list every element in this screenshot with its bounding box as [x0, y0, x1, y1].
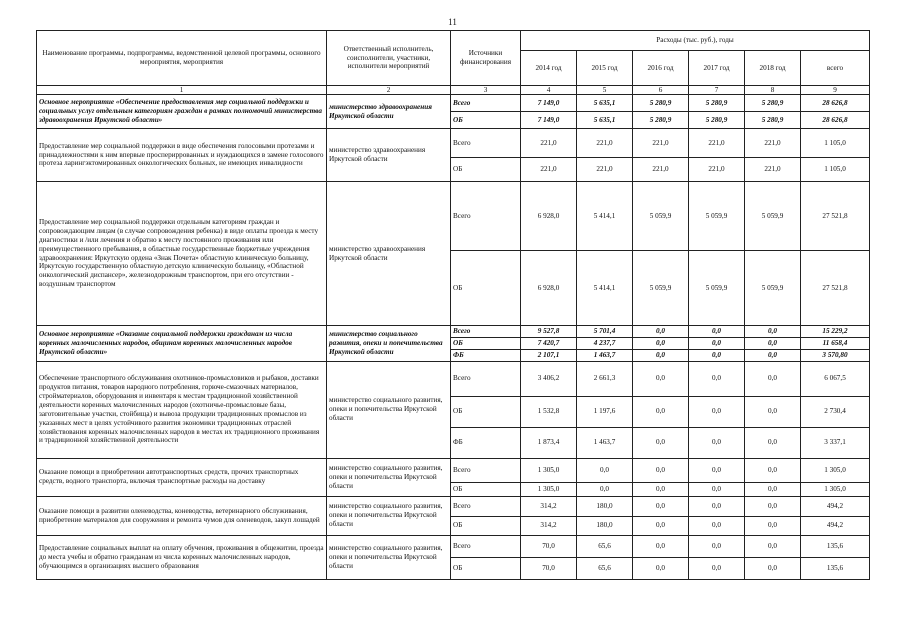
- activity-row: [37, 129, 870, 158]
- total-value: 11 658,4: [801, 337, 870, 349]
- year-value: 0,0: [689, 557, 745, 579]
- year-value: 0,0: [689, 458, 745, 482]
- year-value: 221,0: [745, 129, 801, 158]
- year-value: 314,2: [521, 516, 577, 535]
- year-value: 221,0: [521, 129, 577, 158]
- total-value: 494,2: [801, 516, 870, 535]
- column-number: 8: [745, 86, 801, 95]
- year-value: 65,6: [577, 557, 633, 579]
- year-value: 314,2: [521, 496, 577, 516]
- header-expenses: Расходы (тыс. руб.), годы: [521, 31, 870, 51]
- total-value: 3 337,1: [801, 427, 870, 458]
- header-year: 2016 год: [633, 51, 689, 86]
- year-value: 5 635,1: [577, 112, 633, 129]
- year-value: 1 532,8: [521, 396, 577, 427]
- year-value: 0,0: [633, 535, 689, 557]
- year-value: 1 305,0: [521, 458, 577, 482]
- header-name: Наименование программы, подпрограммы, ведомственной целевой программы, основного мероприятия, мероприятия: [37, 31, 327, 86]
- year-value: 3 406,2: [521, 361, 577, 396]
- total-value: 15 229,2: [801, 326, 870, 338]
- column-number: 3: [451, 86, 521, 95]
- year-value: 1 873,4: [521, 427, 577, 458]
- year-value: 4 237,7: [577, 337, 633, 349]
- year-value: 5 701,4: [577, 326, 633, 338]
- main-activity-row: [37, 95, 870, 112]
- year-value: 5 635,1: [577, 95, 633, 112]
- responsible-executor: министерство здравоохранения Иркутской области: [327, 95, 451, 129]
- expenses-table: [36, 30, 870, 580]
- year-value: 1 463,7: [577, 349, 633, 361]
- responsible-executor: министерство социального развития, опеки и попечительства Иркутской области: [327, 535, 451, 579]
- year-value: 221,0: [577, 158, 633, 182]
- funding-source: Всего: [451, 496, 521, 516]
- year-value: 5 059,9: [689, 182, 745, 251]
- year-value: 0,0: [633, 396, 689, 427]
- year-value: 0,0: [689, 396, 745, 427]
- total-value: 2 730,4: [801, 396, 870, 427]
- year-value: 5 059,9: [745, 251, 801, 326]
- activity-row: [37, 496, 870, 516]
- year-value: 70,0: [521, 535, 577, 557]
- year-value: 180,0: [577, 496, 633, 516]
- table-body: [37, 95, 870, 580]
- total-value: 1 105,0: [801, 158, 870, 182]
- responsible-executor: министерство социального развития, опеки и попечительства Иркутской области: [327, 458, 451, 496]
- year-value: 1 197,6: [577, 396, 633, 427]
- year-value: 5 059,9: [633, 182, 689, 251]
- year-value: 221,0: [633, 158, 689, 182]
- activity-name: Оказание помощи в приобретении автотранспортных средств, прочих транспортных средств, водного транспорта, включая транспортные расходы на доставку: [37, 458, 327, 496]
- year-value: 1 463,7: [577, 427, 633, 458]
- funding-source: ОБ: [451, 251, 521, 326]
- column-numbers-row: [37, 86, 870, 95]
- column-number: 9: [801, 86, 870, 95]
- year-value: 0,0: [633, 337, 689, 349]
- total-value: 1 305,0: [801, 482, 870, 496]
- column-number: 5: [577, 86, 633, 95]
- responsible-executor: министерство социального развития, опеки и попечительства Иркутской области: [327, 496, 451, 535]
- funding-source: Всего: [451, 182, 521, 251]
- year-value: 7 420,7: [521, 337, 577, 349]
- activity-row: [37, 458, 870, 482]
- header-source: Источники финансирования: [451, 31, 521, 86]
- year-value: 0,0: [745, 482, 801, 496]
- year-value: 0,0: [745, 326, 801, 338]
- year-value: 0,0: [633, 458, 689, 482]
- activity-name: Предоставление мер социальной поддержки в виде обеспечения голосовыми протезами и принадлежностями к ним впервые проспериррованных и нуждающихся в замене голосового протеза ларингэктомированных онкологических больных, не имеющих инвалидности: [37, 129, 327, 182]
- activity-name: Оказание помощи в развитии оленеводства, коневодства, ветеринарного обслуживания, приобретение материалов для сооружения и ремонта чумов для оленеводов, закуп лошадей: [37, 496, 327, 535]
- responsible-executor: министерство здравоохранения Иркутской области: [327, 182, 451, 326]
- funding-source: ОБ: [451, 158, 521, 182]
- year-value: 5 280,9: [745, 95, 801, 112]
- year-value: 0,0: [689, 427, 745, 458]
- year-value: 0,0: [577, 458, 633, 482]
- total-value: 1 305,0: [801, 458, 870, 482]
- year-value: 7 149,0: [521, 112, 577, 129]
- year-value: 1 305,0: [521, 482, 577, 496]
- year-value: 0,0: [633, 516, 689, 535]
- year-value: 65,6: [577, 535, 633, 557]
- year-value: 5 414,1: [577, 251, 633, 326]
- year-value: 6 928,0: [521, 251, 577, 326]
- total-value: 27 521,8: [801, 182, 870, 251]
- funding-source: Всего: [451, 535, 521, 557]
- total-value: 135,6: [801, 535, 870, 557]
- total-value: 27 521,8: [801, 251, 870, 326]
- year-value: 221,0: [689, 158, 745, 182]
- year-value: 0,0: [689, 326, 745, 338]
- activity-row: [37, 361, 870, 396]
- year-value: 0,0: [745, 396, 801, 427]
- year-value: 0,0: [633, 361, 689, 396]
- year-value: 5 280,9: [689, 112, 745, 129]
- year-value: 0,0: [633, 496, 689, 516]
- funding-source: ОБ: [451, 337, 521, 349]
- year-value: 221,0: [577, 129, 633, 158]
- year-value: 0,0: [689, 535, 745, 557]
- funding-source: ОБ: [451, 396, 521, 427]
- year-value: 0,0: [689, 482, 745, 496]
- year-value: 221,0: [521, 158, 577, 182]
- year-value: 70,0: [521, 557, 577, 579]
- main-activity-row: [37, 326, 870, 338]
- funding-source: ФБ: [451, 349, 521, 361]
- responsible-executor: министерство здравоохранения Иркутской области: [327, 129, 451, 182]
- column-number: 4: [521, 86, 577, 95]
- year-value: 6 928,0: [521, 182, 577, 251]
- year-value: 2 107,1: [521, 349, 577, 361]
- year-value: 0,0: [745, 458, 801, 482]
- year-value: 0,0: [633, 427, 689, 458]
- total-value: 3 570,80: [801, 349, 870, 361]
- funding-source: ОБ: [451, 557, 521, 579]
- year-value: 0,0: [689, 337, 745, 349]
- funding-source: Всего: [451, 129, 521, 158]
- header-year: 2015 год: [577, 51, 633, 86]
- year-value: 0,0: [633, 349, 689, 361]
- year-value: 180,0: [577, 516, 633, 535]
- year-value: 221,0: [633, 129, 689, 158]
- activity-row: [37, 182, 870, 251]
- funding-source: Всего: [451, 458, 521, 482]
- year-value: 0,0: [745, 557, 801, 579]
- funding-source: Всего: [451, 95, 521, 112]
- funding-source: Всего: [451, 361, 521, 396]
- funding-source: ОБ: [451, 516, 521, 535]
- activity-name: Предоставление социальных выплат на оплату обучения, проживания в общежитии, проезда до места учебы и обратно гражданам из числа коренных малочисленных народов, обучающимся в организациях высшего образования: [37, 535, 327, 579]
- header-year: 2018 год: [745, 51, 801, 86]
- year-value: 0,0: [689, 361, 745, 396]
- year-value: 0,0: [577, 482, 633, 496]
- year-value: 7 149,0: [521, 95, 577, 112]
- activity-name: Основное мероприятие «Обеспечение предоставления мер социальной поддержки и социальных услуг отдельным категориям граждан в рамках полномочий министерства здравоохранения Иркутской области»: [37, 95, 327, 129]
- responsible-executor: министерство социального развития, опеки и попечительства Иркутской области: [327, 326, 451, 362]
- year-value: 5 059,9: [689, 251, 745, 326]
- year-value: 221,0: [745, 158, 801, 182]
- year-value: 5 280,9: [745, 112, 801, 129]
- column-number: 6: [633, 86, 689, 95]
- activity-name: Предоставление мер социальной поддержки отдельным категориям граждан и сопровождающим лицам (в случае сопровождения ребенка) в виде оплаты проезда к месту диагностики и /или лечения и обратно к месту постоянного проживания или преимущественного пребывания, в областные государственные бюджетные учреждения здравоохранения: Иркутскую ордена «Знак Почета» областную клиническую больницу, Иркутскую государственную областную детскую клиническую больницу, «Областной онкологический диспансер», железнодорожным транспортом, при его отсутствии - воздушным транспортом: [37, 182, 327, 326]
- year-value: 0,0: [689, 496, 745, 516]
- year-value: 0,0: [689, 349, 745, 361]
- year-value: 0,0: [745, 337, 801, 349]
- year-value: 0,0: [745, 349, 801, 361]
- activity-name: Обеспечение транспортного обслуживания охотников-промысловиков и рыбаков, доставки продуктов питания, товаров народного потребления, горюче-смазочных материалов, стройматериалов, оборудования и инвентаря к местам традиционной хозяйственной деятельности коренных малочисленных народов (охотничье-промысловые базы, заготовительные участки, стойбища) и вывоза продукции традиционных промыслов из указанных мест в целях устойчивого развития экономики традиционных отраслей хозяйствования коренных малочисленных народов в местах их традиционного проживания и традиционной хозяйственной деятельности: [37, 361, 327, 458]
- header-year: 2017 год: [689, 51, 745, 86]
- year-value: 9 527,8: [521, 326, 577, 338]
- total-value: 28 626,8: [801, 95, 870, 112]
- year-value: 0,0: [745, 535, 801, 557]
- total-value: 6 067,5: [801, 361, 870, 396]
- year-value: 0,0: [745, 516, 801, 535]
- year-value: 2 661,3: [577, 361, 633, 396]
- year-value: 5 280,9: [689, 95, 745, 112]
- activity-name: Основное мероприятие «Оказание социальной поддержки гражданам из числа коренных малочисленных народов, общинам коренных малочисленных народов Иркутской области»: [37, 326, 327, 362]
- funding-source: Всего: [451, 326, 521, 338]
- year-value: 5 280,9: [633, 95, 689, 112]
- year-value: 0,0: [633, 326, 689, 338]
- year-value: 5 059,9: [745, 182, 801, 251]
- year-value: 0,0: [745, 361, 801, 396]
- column-number: 7: [689, 86, 745, 95]
- year-value: 5 280,9: [633, 112, 689, 129]
- year-value: 221,0: [689, 129, 745, 158]
- year-value: 0,0: [745, 496, 801, 516]
- year-value: 0,0: [689, 516, 745, 535]
- total-value: 135,6: [801, 557, 870, 579]
- column-number: 2: [327, 86, 451, 95]
- page-number: 11: [448, 17, 457, 27]
- year-value: 0,0: [633, 557, 689, 579]
- column-number: 1: [37, 86, 327, 95]
- year-value: 5 414,1: [577, 182, 633, 251]
- activity-row: [37, 535, 870, 557]
- header-responsible: Ответственный исполнитель, соисполнители, участники, исполнители мероприятий: [327, 31, 451, 86]
- funding-source: ОБ: [451, 482, 521, 496]
- total-value: 494,2: [801, 496, 870, 516]
- year-value: 0,0: [745, 427, 801, 458]
- header-year: 2014 год: [521, 51, 577, 86]
- total-value: 28 626,8: [801, 112, 870, 129]
- responsible-executor: министерство социального развития, опеки и попечительства Иркутской области: [327, 361, 451, 458]
- year-value: 0,0: [633, 482, 689, 496]
- funding-source: ФБ: [451, 427, 521, 458]
- header-total: всего: [801, 51, 870, 86]
- year-value: 5 059,9: [633, 251, 689, 326]
- funding-source: ОБ: [451, 112, 521, 129]
- total-value: 1 105,0: [801, 129, 870, 158]
